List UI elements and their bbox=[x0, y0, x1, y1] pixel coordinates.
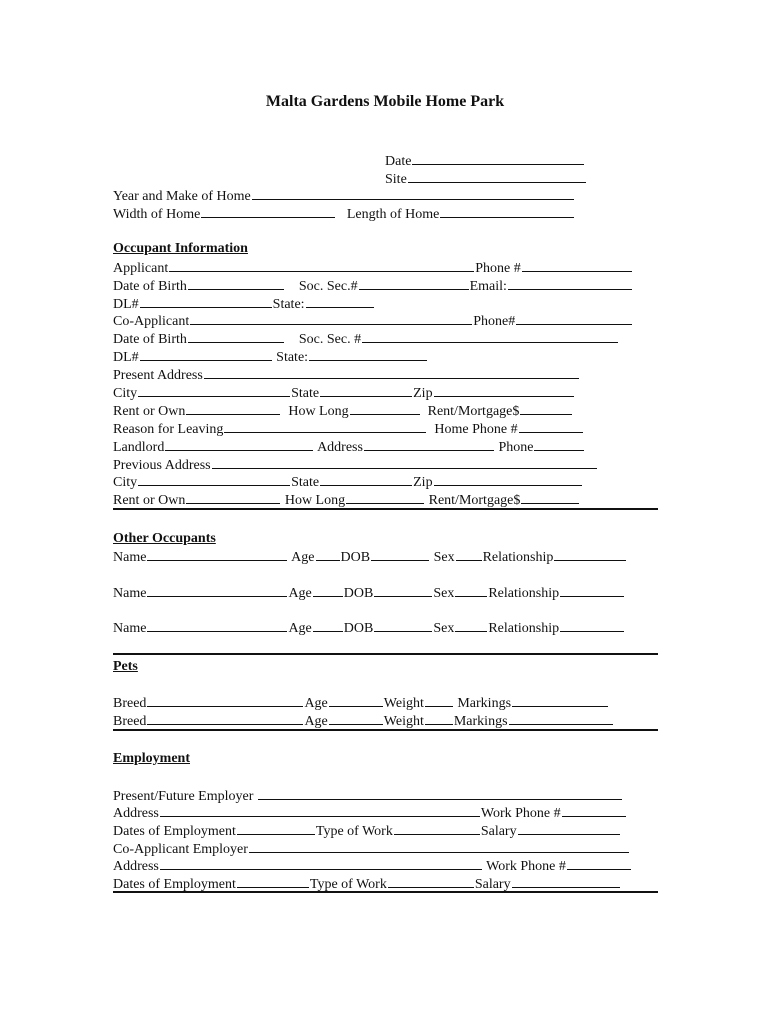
co-employer-row bbox=[113, 839, 630, 856]
occ3-name-label: Name bbox=[113, 621, 147, 636]
landlord-row bbox=[113, 437, 585, 454]
type-of-work-label: Type of Work bbox=[315, 824, 393, 839]
city2-state-field[interactable] bbox=[320, 472, 412, 486]
pet2-weight-label: Weight bbox=[383, 714, 424, 729]
salary-label: Salary bbox=[480, 824, 517, 839]
city2-field[interactable] bbox=[138, 472, 290, 486]
dates-field[interactable] bbox=[237, 821, 315, 835]
occ1-name-label: Name bbox=[113, 550, 147, 565]
pet1-markings-field[interactable] bbox=[512, 693, 608, 707]
dates-label: Dates of Employment bbox=[113, 824, 236, 839]
zip2-label: Zip bbox=[413, 475, 433, 490]
year-make-field[interactable] bbox=[252, 186, 574, 200]
previous-address-row bbox=[113, 455, 598, 472]
rent-mortgage-label: Rent/Mortgage$ bbox=[427, 404, 520, 419]
landlord-phone-field[interactable] bbox=[534, 437, 584, 451]
work-phone-field[interactable] bbox=[562, 803, 626, 817]
zip2-field[interactable] bbox=[434, 472, 582, 486]
employment-heading: Employment bbox=[113, 751, 190, 766]
pet2-weight-field[interactable] bbox=[425, 711, 453, 725]
occ2-dob-field[interactable] bbox=[374, 583, 432, 597]
pet1-breed-field[interactable] bbox=[147, 693, 303, 707]
length-field[interactable] bbox=[440, 204, 574, 218]
co-work-phone-field[interactable] bbox=[567, 856, 631, 870]
email-label: Email: bbox=[469, 279, 507, 294]
occ3-sex-label: Sex bbox=[433, 621, 455, 636]
occ3-dob-label: DOB bbox=[343, 621, 374, 636]
co-applicant-field[interactable] bbox=[190, 311, 472, 325]
occ3-age-field[interactable] bbox=[313, 618, 343, 632]
pet-row-2 bbox=[113, 711, 614, 728]
home-phone-label: Home Phone # bbox=[434, 422, 518, 437]
occ1-dob-label: DOB bbox=[340, 550, 371, 565]
employer-address-field[interactable] bbox=[160, 803, 480, 817]
rent-own2-row bbox=[113, 490, 580, 507]
how-long2-label: How Long bbox=[284, 493, 346, 508]
landlord-label: Landlord bbox=[113, 440, 165, 455]
state-field[interactable] bbox=[306, 294, 374, 308]
occ2-name-field[interactable] bbox=[147, 583, 287, 597]
occupant-row-1 bbox=[113, 547, 627, 564]
co-work-phone-label: Work Phone # bbox=[486, 859, 566, 874]
co-dates-field[interactable] bbox=[237, 874, 309, 888]
occ2-dob-label: DOB bbox=[343, 586, 374, 601]
occ2-age-label: Age bbox=[288, 586, 312, 601]
rent-own-row bbox=[113, 401, 573, 418]
home-phone-field[interactable] bbox=[519, 419, 583, 433]
occ3-sex-field[interactable] bbox=[455, 618, 487, 632]
pet2-age-field[interactable] bbox=[329, 711, 383, 725]
width-label: Width of Home bbox=[113, 207, 201, 222]
co-phone-field[interactable] bbox=[516, 311, 632, 325]
phone-field[interactable] bbox=[522, 258, 632, 272]
co-dates-label: Dates of Employment bbox=[113, 877, 236, 892]
section-divider bbox=[113, 891, 658, 893]
occ3-dob-field[interactable] bbox=[374, 618, 432, 632]
reason-row bbox=[113, 419, 584, 436]
occ1-age-field[interactable] bbox=[316, 547, 340, 561]
co-employer-address-row bbox=[113, 856, 632, 873]
how-long2-field[interactable] bbox=[346, 490, 424, 504]
dob2-row bbox=[113, 329, 619, 346]
rent-own2-label: Rent or Own bbox=[113, 493, 186, 508]
how-long-field[interactable] bbox=[350, 401, 420, 415]
dl2-field[interactable] bbox=[140, 347, 272, 361]
rent-own-field[interactable] bbox=[186, 401, 280, 415]
pet-row-1 bbox=[113, 693, 609, 710]
state2-label: State: bbox=[276, 350, 309, 365]
co-applicant-row bbox=[113, 311, 633, 328]
occ3-relationship-label: Relationship bbox=[488, 621, 560, 636]
present-address-label: Present Address bbox=[113, 368, 203, 383]
pet1-weight-label: Weight bbox=[383, 696, 424, 711]
occ1-age-label: Age bbox=[291, 550, 315, 565]
co-salary-label: Salary bbox=[474, 877, 511, 892]
width-length-row bbox=[113, 204, 575, 221]
rent-mortgage-field[interactable] bbox=[520, 401, 572, 415]
others-heading: Other Occupants bbox=[113, 531, 216, 546]
dl-row bbox=[113, 294, 375, 311]
pet1-breed-label: Breed bbox=[113, 696, 147, 711]
rent-mortgage2-field[interactable] bbox=[521, 490, 579, 504]
zip-label: Zip bbox=[413, 386, 433, 401]
city-state-field[interactable] bbox=[320, 383, 412, 397]
state2-field[interactable] bbox=[309, 347, 427, 361]
ssn-label: Soc. Sec.# bbox=[298, 279, 358, 294]
employer-field[interactable] bbox=[258, 786, 622, 800]
co-employer-field[interactable] bbox=[249, 839, 629, 853]
employer-row bbox=[113, 786, 623, 803]
employment-dates-row bbox=[113, 821, 621, 838]
date-field[interactable] bbox=[412, 151, 584, 165]
occupant-row-2 bbox=[113, 583, 625, 600]
co-type-of-work-field[interactable] bbox=[388, 874, 474, 888]
occ2-name-label: Name bbox=[113, 586, 147, 601]
occ1-relationship-label: Relationship bbox=[482, 550, 554, 565]
rent-own-label: Rent or Own bbox=[113, 404, 186, 419]
rent-mortgage2-label: Rent/Mortgage$ bbox=[428, 493, 521, 508]
occ1-dob-field[interactable] bbox=[371, 547, 429, 561]
occ3-age-label: Age bbox=[288, 621, 312, 636]
dl2-label: DL# bbox=[113, 350, 139, 365]
dl-label: DL# bbox=[113, 297, 139, 312]
type-of-work-field[interactable] bbox=[394, 821, 480, 835]
city-field[interactable] bbox=[138, 383, 290, 397]
occ2-sex-field[interactable] bbox=[455, 583, 487, 597]
length-label: Length of Home bbox=[346, 207, 440, 222]
occ2-relationship-field[interactable] bbox=[560, 583, 624, 597]
applicant-field[interactable] bbox=[169, 258, 474, 272]
pet1-age-label: Age bbox=[304, 696, 328, 711]
rent-own2-field[interactable] bbox=[186, 490, 280, 504]
employer-address-label: Address bbox=[113, 806, 159, 821]
form-title: Malta Gardens Mobile Home Park bbox=[265, 93, 505, 110]
date-label: Date bbox=[385, 154, 412, 169]
dob-row bbox=[113, 276, 633, 293]
occ2-sex-label: Sex bbox=[433, 586, 455, 601]
pet1-markings-label: Markings bbox=[457, 696, 512, 711]
co-salary-field[interactable] bbox=[512, 874, 620, 888]
occupant-row-3 bbox=[113, 618, 625, 635]
dl-field[interactable] bbox=[140, 294, 272, 308]
applicant-label: Applicant bbox=[113, 261, 169, 276]
occ1-name-field[interactable] bbox=[147, 547, 287, 561]
co-employer-address-field[interactable] bbox=[160, 856, 482, 870]
work-phone-label: Work Phone # bbox=[480, 806, 561, 821]
co-phone-label: Phone# bbox=[473, 314, 516, 329]
pet1-age-field[interactable] bbox=[329, 693, 383, 707]
co-applicant-label: Co-Applicant bbox=[113, 314, 190, 329]
occ3-name-field[interactable] bbox=[147, 618, 287, 632]
pet2-markings-label: Markings bbox=[453, 714, 508, 729]
city-state-label: State bbox=[291, 386, 320, 401]
occ1-sex-field[interactable] bbox=[456, 547, 482, 561]
how-long-label: How Long bbox=[288, 404, 349, 419]
dob2-label: Date of Birth bbox=[113, 332, 187, 347]
co-employer-label: Co-Applicant Employer bbox=[113, 842, 248, 857]
previous-address-label: Previous Address bbox=[113, 458, 211, 473]
site-field[interactable] bbox=[408, 169, 586, 183]
city-label: City bbox=[113, 386, 138, 401]
applicant-row bbox=[113, 258, 633, 275]
occ1-sex-label: Sex bbox=[433, 550, 455, 565]
ssn-field[interactable] bbox=[359, 276, 469, 290]
city2-label: City bbox=[113, 475, 138, 490]
present-address-field[interactable] bbox=[204, 365, 579, 379]
landlord-field[interactable] bbox=[165, 437, 313, 451]
dob2-field[interactable] bbox=[188, 329, 284, 343]
co-employer-address-label: Address bbox=[113, 859, 159, 874]
landlord-address-label: Address bbox=[317, 440, 363, 455]
occ1-relationship-field[interactable] bbox=[554, 547, 626, 561]
present-address-row bbox=[113, 365, 580, 382]
co-employment-dates-row bbox=[113, 874, 621, 891]
date-row bbox=[385, 151, 585, 168]
occ3-relationship-field[interactable] bbox=[560, 618, 624, 632]
landlord-address-field[interactable] bbox=[364, 437, 494, 451]
width-field[interactable] bbox=[201, 204, 335, 218]
city2-state-label: State bbox=[291, 475, 320, 490]
city2-row bbox=[113, 472, 583, 489]
dl2-row bbox=[113, 347, 428, 364]
reason-label: Reason for Leaving bbox=[113, 422, 224, 437]
pets-heading: Pets bbox=[113, 659, 138, 674]
co-type-of-work-label: Type of Work bbox=[309, 877, 387, 892]
state-label: State: bbox=[272, 297, 305, 312]
previous-address-field[interactable] bbox=[212, 455, 597, 469]
landlord-phone-label: Phone bbox=[498, 440, 534, 455]
site-label: Site bbox=[385, 172, 407, 187]
section-divider bbox=[113, 508, 658, 510]
year-make-label: Year and Make of Home bbox=[113, 189, 251, 204]
ssn2-field[interactable] bbox=[362, 329, 618, 343]
salary-field[interactable] bbox=[518, 821, 620, 835]
section-divider bbox=[113, 729, 658, 731]
pet2-markings-field[interactable] bbox=[509, 711, 613, 725]
dob-field[interactable] bbox=[188, 276, 284, 290]
pet2-breed-field[interactable] bbox=[147, 711, 303, 725]
phone-label: Phone # bbox=[475, 261, 521, 276]
employer-label: Present/Future Employer bbox=[113, 789, 254, 804]
dob-label: Date of Birth bbox=[113, 279, 187, 294]
pet2-age-label: Age bbox=[304, 714, 328, 729]
employer-address-row bbox=[113, 803, 627, 820]
occ2-relationship-label: Relationship bbox=[488, 586, 560, 601]
reason-field[interactable] bbox=[224, 419, 426, 433]
section-divider bbox=[113, 653, 658, 655]
site-row bbox=[385, 169, 587, 186]
zip-field[interactable] bbox=[434, 383, 574, 397]
pet2-breed-label: Breed bbox=[113, 714, 147, 729]
year-make-row bbox=[113, 186, 575, 203]
occupant-heading: Occupant Information bbox=[113, 241, 248, 256]
city-row bbox=[113, 383, 575, 400]
pet1-weight-field[interactable] bbox=[425, 693, 453, 707]
email-field[interactable] bbox=[508, 276, 632, 290]
occ2-age-field[interactable] bbox=[313, 583, 343, 597]
ssn2-label: Soc. Sec. # bbox=[298, 332, 362, 347]
